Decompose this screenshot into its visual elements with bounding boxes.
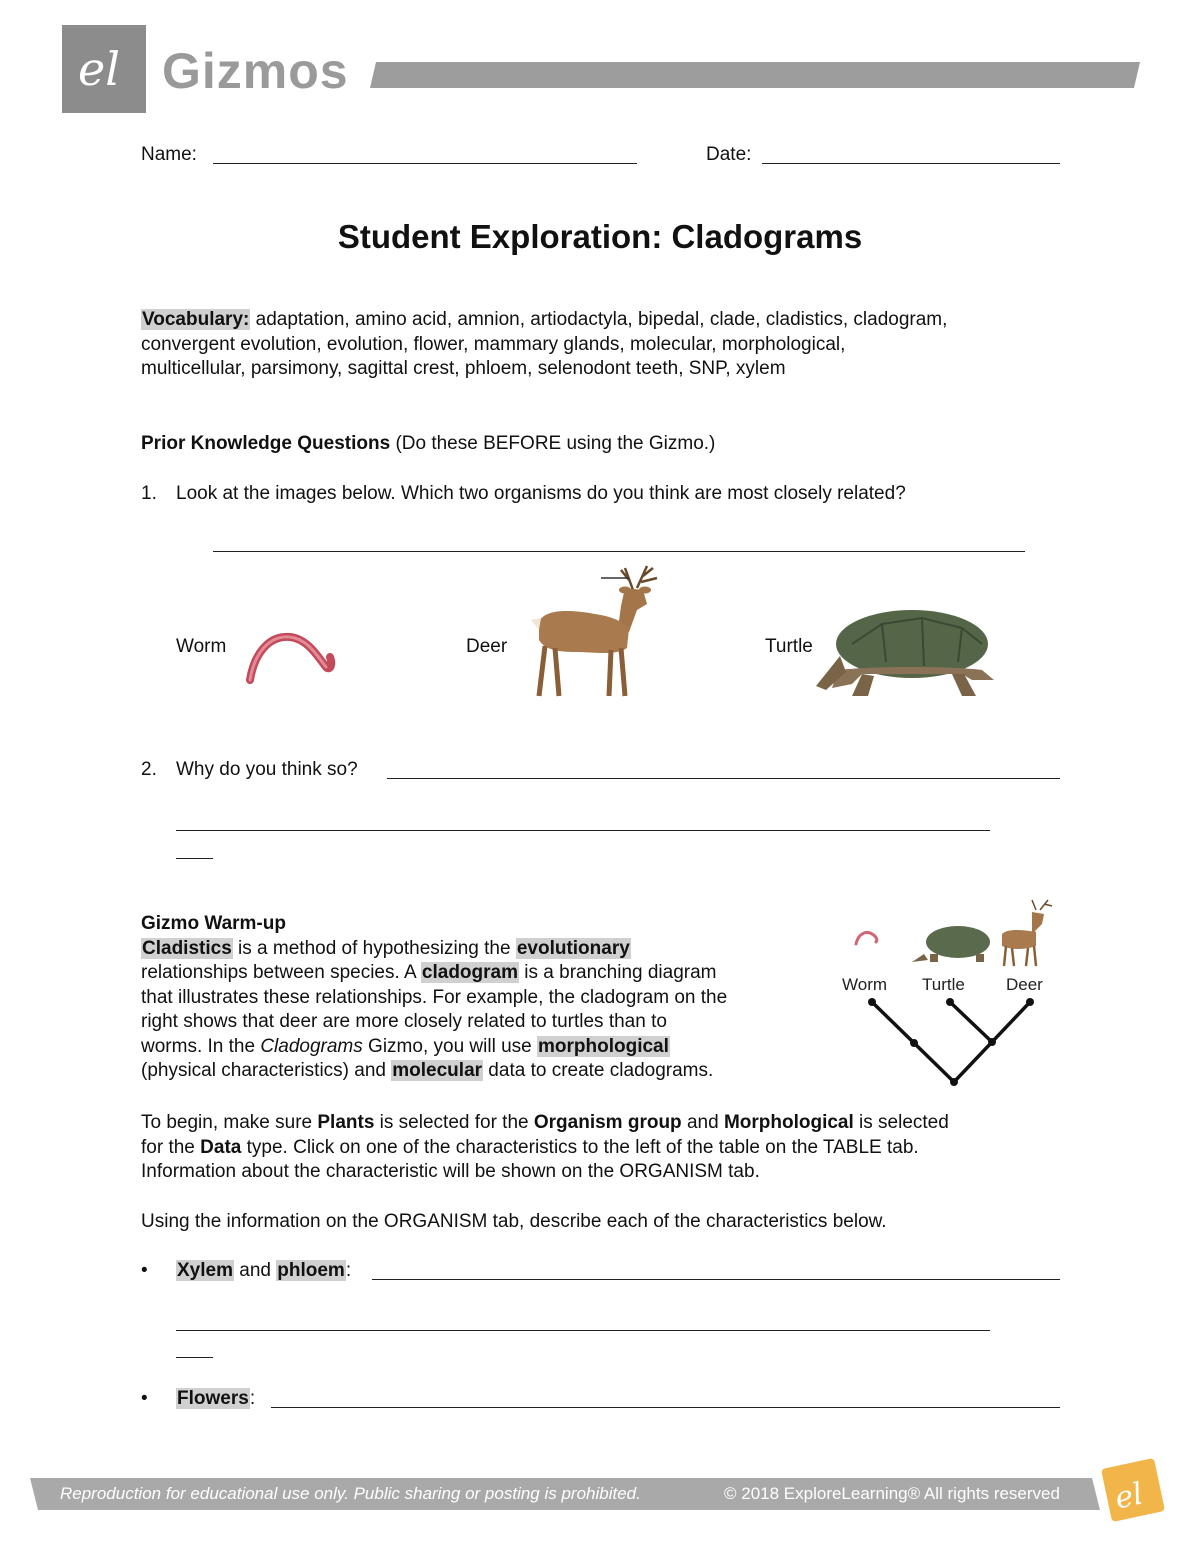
question-1-text: Look at the images below. Which two organisms do you think are most closely related? (176, 483, 906, 504)
date-field[interactable] (762, 163, 1060, 164)
deer-image (525, 560, 665, 700)
vocabulary-line-2: convergent evolution, evolution, flower, mammary glands, molecular, morphological, (141, 333, 846, 355)
gizmos-logo-text: Gizmos (162, 43, 349, 99)
warmup-text: type. Click on one of the characteristics to the left of the table on the TABLE tab. (241, 1136, 919, 1158)
gizmo-name: Cladograms (260, 1035, 363, 1057)
vocabulary-label: Vocabulary: (142, 309, 250, 330)
footer-disclaimer: Reproduction for educational use only. Public sharing or posting is prohibited. (60, 1484, 641, 1503)
term-flowers: Flowers (177, 1388, 249, 1409)
xylem-phloem-answer-line-3[interactable] (176, 1357, 213, 1358)
mini-turtle-image (912, 926, 990, 962)
warmup-text: is selected for the (374, 1112, 534, 1133)
term-xylem: Xylem (177, 1260, 233, 1281)
warmup-text: for the (141, 1136, 201, 1158)
bullet-xylem-phloem (176, 1259, 351, 1284)
question-2-answer-line-3[interactable] (176, 858, 213, 859)
setting-organism-group: Organism group (533, 1112, 682, 1133)
warmup-text: and (233, 1260, 277, 1281)
xylem-phloem-answer-line-1[interactable] (372, 1279, 1060, 1280)
warmup-text: data to create cladograms. (483, 1060, 714, 1081)
question-2-number: 2. (141, 759, 157, 780)
question-2-answer-line-2[interactable] (176, 830, 990, 831)
xylem-phloem-answer-line-2[interactable] (176, 1330, 990, 1331)
warmup-text: is a branching diagram (519, 962, 717, 983)
setting-data: Data (200, 1136, 242, 1158)
warmup-paragraph-2 (141, 1111, 1081, 1185)
warmup-text: Information about the characteristic will be shown on the ORGANISM tab. (141, 1161, 760, 1182)
cladogram-label-deer: Deer (1006, 975, 1043, 994)
footer-logo-icon (1098, 1455, 1168, 1525)
cladogram-nodes (868, 998, 1034, 1086)
cladogram-label-worm: Worm (842, 975, 888, 994)
turtle-image (812, 604, 1002, 699)
prior-knowledge-heading: Prior Knowledge Questions (141, 433, 391, 454)
vocabulary-line-1: adaptation, amino acid, amnion, artiodactyla, bipedal, clade, cladistics, cladogram, (255, 309, 948, 330)
term-cladogram: cladogram (421, 962, 518, 983)
warmup-text: To begin, make sure (141, 1112, 318, 1133)
question-2-answer-line-1[interactable] (387, 778, 1060, 779)
warmup-paragraph-1 (141, 912, 821, 1084)
date-label: Date: (706, 144, 752, 165)
cladogram-branches (872, 1002, 1030, 1082)
header-bar (370, 62, 1140, 88)
vocabulary-line-3: multicellular, parsimony, sagittal crest, phloem, selenodont teeth, SNP, xylem (141, 358, 786, 379)
name-label: Name: (141, 144, 197, 165)
warmup-text: : (249, 1388, 256, 1409)
flowers-answer-line[interactable] (271, 1407, 1060, 1408)
bullet-flowers (176, 1387, 255, 1412)
mini-worm-image (856, 932, 877, 944)
warmup-text: right shows that deer are more closely related to turtles than to (141, 1011, 667, 1032)
term-morphological: morphological (538, 1035, 669, 1057)
prior-knowledge-note: (Do these BEFORE using the Gizmo.) (395, 433, 716, 454)
mini-deer-image (1002, 900, 1052, 966)
name-field[interactable] (213, 163, 637, 164)
explorelearning-logo-icon (62, 25, 146, 113)
term-evolutionary: evolutionary (516, 937, 630, 959)
warmup-text: that illustrates these relationships. For example, the cladogram on the (141, 986, 728, 1008)
setting-morphological: Morphological (723, 1112, 854, 1133)
warmup-paragraph-3: Using the information on the ORGANISM tab, describe each of the characteristics below. (141, 1211, 887, 1232)
worm-image (240, 625, 340, 687)
setting-plants: Plants (317, 1112, 375, 1133)
cladogram-figure (836, 896, 1066, 1092)
svg-text:el: el (1111, 1476, 1146, 1517)
footer-copyright: © 2018 ExploreLearning® All rights reserved (724, 1484, 1060, 1503)
bullet-icon: • (141, 1388, 148, 1409)
warmup-text: is a method of hypothesizing the (232, 937, 516, 959)
svg-text:el: el (78, 42, 120, 96)
term-phloem: phloem (277, 1260, 345, 1281)
worm-label: Worm (176, 636, 227, 657)
warmup-text: : (345, 1260, 352, 1281)
bullet-icon: • (141, 1260, 148, 1281)
deer-label: Deer (466, 636, 508, 657)
term-cladistics: Cladistics (142, 937, 232, 959)
term-molecular: molecular (392, 1060, 483, 1081)
question-1-number: 1. (141, 483, 157, 504)
warmup-text: and (681, 1112, 724, 1133)
vocabulary-block (141, 308, 1081, 382)
cladogram-label-turtle: Turtle (922, 975, 965, 994)
warmup-text: is selected (853, 1112, 949, 1133)
warmup-text: relationships between species. A (141, 962, 421, 983)
prior-knowledge-heading-row (141, 432, 715, 457)
page-title: Student Exploration: Cladograms (337, 218, 863, 255)
turtle-label: Turtle (765, 636, 813, 657)
warmup-text: Gizmo, you will use (362, 1035, 537, 1057)
warmup-text: (physical characteristics) and (141, 1060, 392, 1081)
warmup-text: worms. In the (141, 1035, 261, 1057)
question-1-answer-line[interactable] (213, 551, 1025, 552)
warmup-heading: Gizmo Warm-up (141, 913, 286, 934)
question-2-text: Why do you think so? (176, 759, 358, 780)
